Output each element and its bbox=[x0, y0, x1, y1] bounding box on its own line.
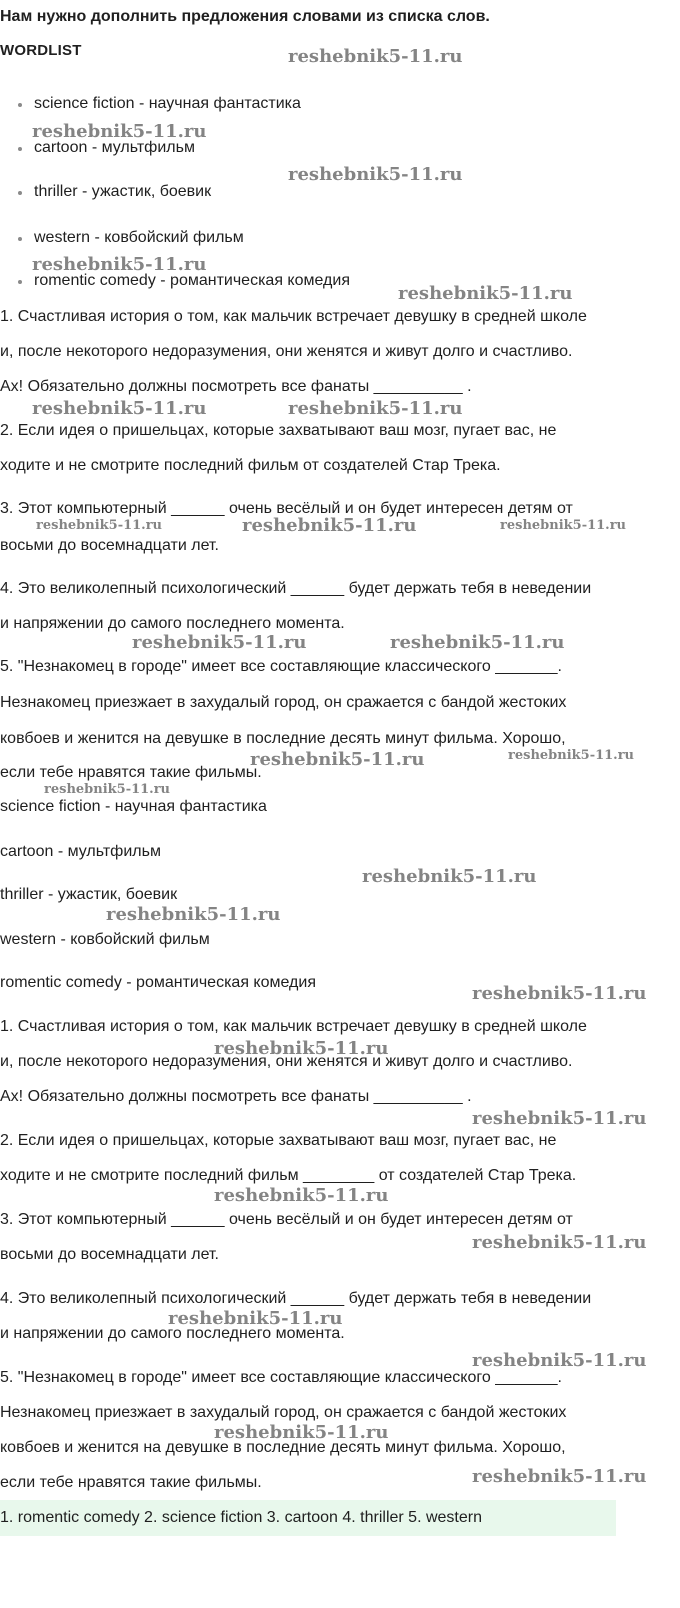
page-heading: Нам нужно дополнить предложения словами из списка слов. bbox=[0, 8, 490, 25]
bullet-dot bbox=[18, 237, 22, 241]
watermark: reshebnik5-11.ru bbox=[32, 121, 207, 142]
text-line: и напряжении до самого последнего момента. bbox=[0, 1325, 345, 1342]
text-line: восьми до восемнадцати лет. bbox=[0, 537, 219, 554]
list-item: cartoon - мультфильм bbox=[0, 843, 161, 860]
text-line: Незнакомец приезжает в захудалый город, он сражается с бандой жестоких bbox=[0, 1404, 567, 1421]
watermark: reshebnik5-11.ru bbox=[472, 1466, 647, 1487]
watermark: reshebnik5-11.ru bbox=[242, 515, 417, 536]
watermark: reshebnik5-11.ru bbox=[168, 1308, 343, 1329]
watermark: reshebnik5-11.ru bbox=[32, 254, 207, 275]
list-item: western - ковбойский фильм bbox=[34, 229, 244, 246]
text-line: ковбоев и женится на девушке в последние десять минут фильма. Хорошо, bbox=[0, 1439, 566, 1456]
answer-box bbox=[0, 1500, 616, 1536]
watermark: reshebnik5-11.ru bbox=[214, 1422, 389, 1443]
watermark: reshebnik5-11.ru bbox=[132, 632, 307, 653]
wordlist-label: WORDLIST bbox=[0, 42, 82, 59]
watermark: reshebnik5-11.ru bbox=[250, 749, 425, 770]
watermark: reshebnik5-11.ru bbox=[288, 398, 463, 419]
text-line: 3. Этот компьютерный ______ очень весёлый и он будет интересен детям от bbox=[0, 500, 573, 517]
watermark: reshebnik5-11.ru bbox=[214, 1185, 389, 1206]
watermark: reshebnik5-11.ru bbox=[472, 1232, 647, 1253]
watermark: reshebnik5-11.ru bbox=[362, 866, 537, 887]
list-item: science fiction - научная фантастика bbox=[0, 798, 267, 815]
watermark: reshebnik5-11.ru bbox=[288, 164, 463, 185]
bullet-dot bbox=[18, 103, 22, 107]
watermark: reshebnik5-11.ru bbox=[508, 748, 635, 763]
text-line: если тебе нравятся такие фильмы. bbox=[0, 1474, 262, 1491]
list-item: romentic comedy - романтическая комедия bbox=[34, 272, 350, 289]
bullet-dot bbox=[18, 147, 22, 151]
watermark: reshebnik5-11.ru bbox=[472, 1108, 647, 1129]
text-line: ходите и не смотрите последний фильм от создателей Стар Трека. bbox=[0, 457, 501, 474]
watermark: reshebnik5-11.ru bbox=[44, 782, 171, 797]
bullet-dot bbox=[18, 191, 22, 195]
watermark: reshebnik5-11.ru bbox=[32, 398, 207, 419]
watermark: reshebnik5-11.ru bbox=[288, 46, 463, 67]
list-item: thriller - ужастик, боевик bbox=[34, 183, 212, 200]
text-line: 5. "Незнакомец в городе" имеет все составляющие классического _______. bbox=[0, 658, 562, 675]
bullet-dot bbox=[18, 280, 22, 284]
watermark: reshebnik5-11.ru bbox=[472, 1350, 647, 1371]
text-line: Ах! Обязательно должны посмотреть все фанаты __________ . bbox=[0, 1088, 472, 1105]
watermark: reshebnik5-11.ru bbox=[500, 518, 627, 533]
list-item: cartoon - мультфильм bbox=[34, 139, 195, 156]
watermark: reshebnik5-11.ru bbox=[398, 283, 573, 304]
text-line: Незнакомец приезжает в захудалый город, он сражается с бандой жестоких bbox=[0, 694, 567, 711]
text-line: восьми до восемнадцати лет. bbox=[0, 1246, 219, 1263]
list-item: thriller - ужастик, боевик bbox=[0, 886, 178, 903]
text-line: 4. Это великолепный психологический ______ будет держать тебя в неведении bbox=[0, 1290, 592, 1307]
text-line: 5. "Незнакомец в городе" имеет все составляющие классического _______. bbox=[0, 1369, 562, 1386]
text-line: 1. Счастливая история о том, как мальчик встречает девушку в средней школе bbox=[0, 308, 587, 325]
text-line: 3. Этот компьютерный ______ очень весёлый и он будет интересен детям от bbox=[0, 1211, 573, 1228]
text-line: 1. Счастливая история о том, как мальчик встречает девушку в средней школе bbox=[0, 1018, 587, 1035]
text-line: и, после некоторого недоразумения, они женятся и живут долго и счастливо. bbox=[0, 1053, 573, 1070]
watermark: reshebnik5-11.ru bbox=[390, 632, 565, 653]
list-item: science fiction - научная фантастика bbox=[34, 95, 301, 112]
watermark: reshebnik5-11.ru bbox=[214, 1038, 389, 1059]
text-line: и напряжении до самого последнего момента. bbox=[0, 615, 345, 632]
list-item: romentic comedy - романтическая комедия bbox=[0, 974, 316, 991]
text-line: ковбоев и женится на девушке в последние десять минут фильма. Хорошо, bbox=[0, 730, 566, 747]
text-line: если тебе нравятся такие фильмы. bbox=[0, 764, 262, 781]
text-line: 4. Это великолепный психологический ______ будет держать тебя в неведении bbox=[0, 580, 592, 597]
text-line: ходите и не смотрите последний фильм ________ от создателей Стар Трека. bbox=[0, 1167, 577, 1184]
answer-text: 1. romentic comedy 2. science fiction 3. cartoon 4. thriller 5. western bbox=[0, 1509, 482, 1526]
watermark: reshebnik5-11.ru bbox=[106, 904, 281, 925]
watermark: reshebnik5-11.ru bbox=[36, 518, 163, 533]
list-item: western - ковбойский фильм bbox=[0, 931, 210, 948]
watermark: reshebnik5-11.ru bbox=[472, 983, 647, 1004]
text-line: и, после некоторого недоразумения, они женятся и живут долго и счастливо. bbox=[0, 343, 573, 360]
text-line: 2. Если идея о пришельцах, которые захватывают ваш мозг, пугает вас, не bbox=[0, 1132, 557, 1149]
text-line: 2. Если идея о пришельцах, которые захватывают ваш мозг, пугает вас, не bbox=[0, 422, 557, 439]
text-line: Ах! Обязательно должны посмотреть все фанаты __________ . bbox=[0, 378, 472, 395]
